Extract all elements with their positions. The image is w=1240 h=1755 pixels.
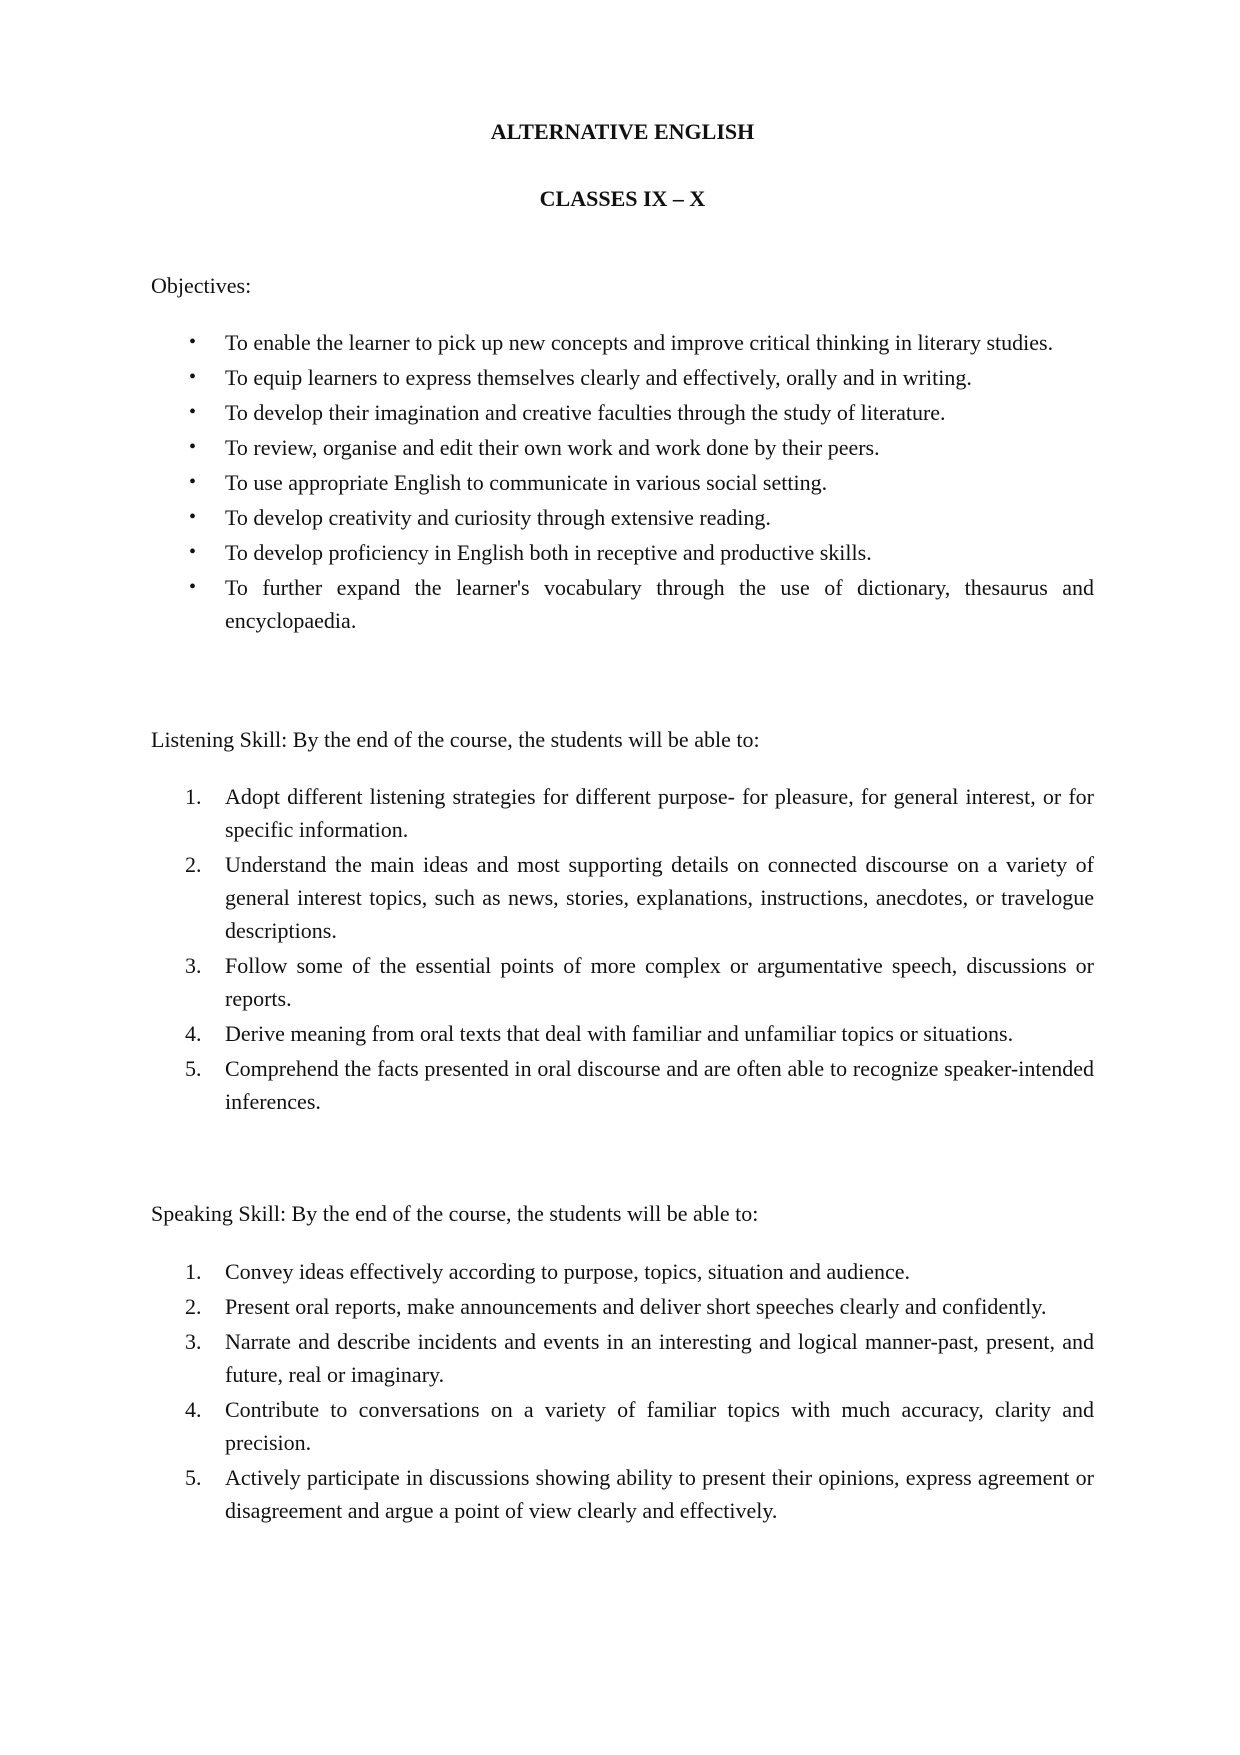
item-number: 1.: [185, 784, 202, 809]
listening-skill-item: [151, 949, 1094, 1015]
speaking-skill-item: [151, 1325, 1094, 1391]
item-number: 4.: [185, 1397, 202, 1422]
objective-item: [151, 571, 1094, 637]
speaking-skill-text: Convey ideas effectively according to purpose, topics, situation and audience.: [225, 1259, 911, 1284]
objective-item: [151, 326, 1094, 359]
objective-item: [151, 361, 1094, 394]
objective-item: [151, 431, 1094, 464]
listening-skill-heading: Listening Skill: By the end of the course, the students will be able to:: [151, 727, 760, 752]
bullet-icon: •: [189, 541, 197, 563]
document-title: ALTERNATIVE ENGLISH: [490, 119, 755, 144]
bullet-icon: •: [189, 401, 197, 423]
objective-text: To equip learners to express themselves clearly and effectively, orally and in writing.: [225, 365, 972, 390]
objective-text: To develop their imagination and creative faculties through the study of literature.: [225, 400, 946, 425]
item-number: 2.: [185, 852, 202, 877]
item-number: 3.: [185, 953, 202, 978]
listening-skill-text: Derive meaning from oral texts that deal with familiar and unfamiliar topics or situations.: [225, 1021, 1014, 1046]
objective-text: To develop proficiency in English both in receptive and productive skills.: [225, 540, 872, 565]
document-subtitle: CLASSES IX – X: [539, 186, 706, 211]
listening-skill-item: [151, 1052, 1094, 1118]
listening-skill-item: [151, 780, 1094, 846]
listening-skill-text: Understand the main ideas and most supporting details on connected discourse on a variety of general interest topics, such as news, stories, explanations, instructions, anecdotes, or travelogue descriptions.: [225, 852, 1094, 943]
speaking-skill-item: [151, 1461, 1094, 1527]
bullet-icon: •: [189, 506, 197, 528]
item-number: 5.: [185, 1465, 202, 1490]
objective-item: [151, 396, 1094, 429]
speaking-skill-text: Contribute to conversations on a variety of familiar topics with much accuracy, clarity and precision.: [225, 1397, 1094, 1455]
speaking-skill-list: [151, 1255, 1094, 1529]
item-number: 4.: [185, 1021, 202, 1046]
objective-text: To enable the learner to pick up new concepts and improve critical thinking in literary studies.: [225, 330, 1054, 355]
speaking-skill-text: Present oral reports, make announcements and deliver short speeches clearly and confidently.: [225, 1294, 1047, 1319]
listening-skill-item: [151, 848, 1094, 947]
objective-text: To further expand the learner's vocabulary through the use of dictionary, thesaurus and encyclopaedia.: [225, 575, 1094, 633]
objective-text: To develop creativity and curiosity through extensive reading.: [225, 505, 771, 530]
speaking-skill-heading: Speaking Skill: By the end of the course, the students will be able to:: [151, 1201, 759, 1226]
objective-item: [151, 501, 1094, 534]
speaking-skill-item: [151, 1393, 1094, 1459]
listening-skill-text: Comprehend the facts presented in oral discourse and are often able to recognize speaker-intended inferences.: [225, 1056, 1094, 1114]
item-number: 5.: [185, 1056, 202, 1081]
listening-skill-text: Adopt different listening strategies for different purpose- for pleasure, for general interest, or for specific information.: [225, 784, 1094, 842]
bullet-icon: •: [189, 366, 197, 388]
bullet-icon: •: [189, 331, 197, 353]
objectives-heading: Objectives:: [151, 273, 252, 298]
bullet-icon: •: [189, 436, 197, 458]
item-number: 2.: [185, 1294, 202, 1319]
speaking-skill-item: [151, 1290, 1094, 1323]
item-number: 3.: [185, 1329, 202, 1354]
bullet-icon: •: [189, 471, 197, 493]
objectives-list: [151, 326, 1094, 639]
objective-text: To review, organise and edit their own work and work done by their peers.: [225, 435, 880, 460]
speaking-skill-text: Narrate and describe incidents and events in an interesting and logical manner-past, present, and future, real or imaginary.: [225, 1329, 1094, 1387]
item-number: 1.: [185, 1259, 202, 1284]
objective-item: [151, 466, 1094, 499]
speaking-skill-text: Actively participate in discussions showing ability to present their opinions, express agreement or disagreement and argue a point of view clearly and effectively.: [225, 1465, 1094, 1523]
objective-text: To use appropriate English to communicate in various social setting.: [225, 470, 828, 495]
listening-skill-item: [151, 1017, 1094, 1050]
speaking-skill-item: [151, 1255, 1094, 1288]
listening-skill-list: [151, 780, 1094, 1120]
listening-skill-text: Follow some of the essential points of more complex or argumentative speech, discussions or reports.: [225, 953, 1094, 1011]
bullet-icon: •: [189, 576, 197, 598]
objective-item: [151, 536, 1094, 569]
